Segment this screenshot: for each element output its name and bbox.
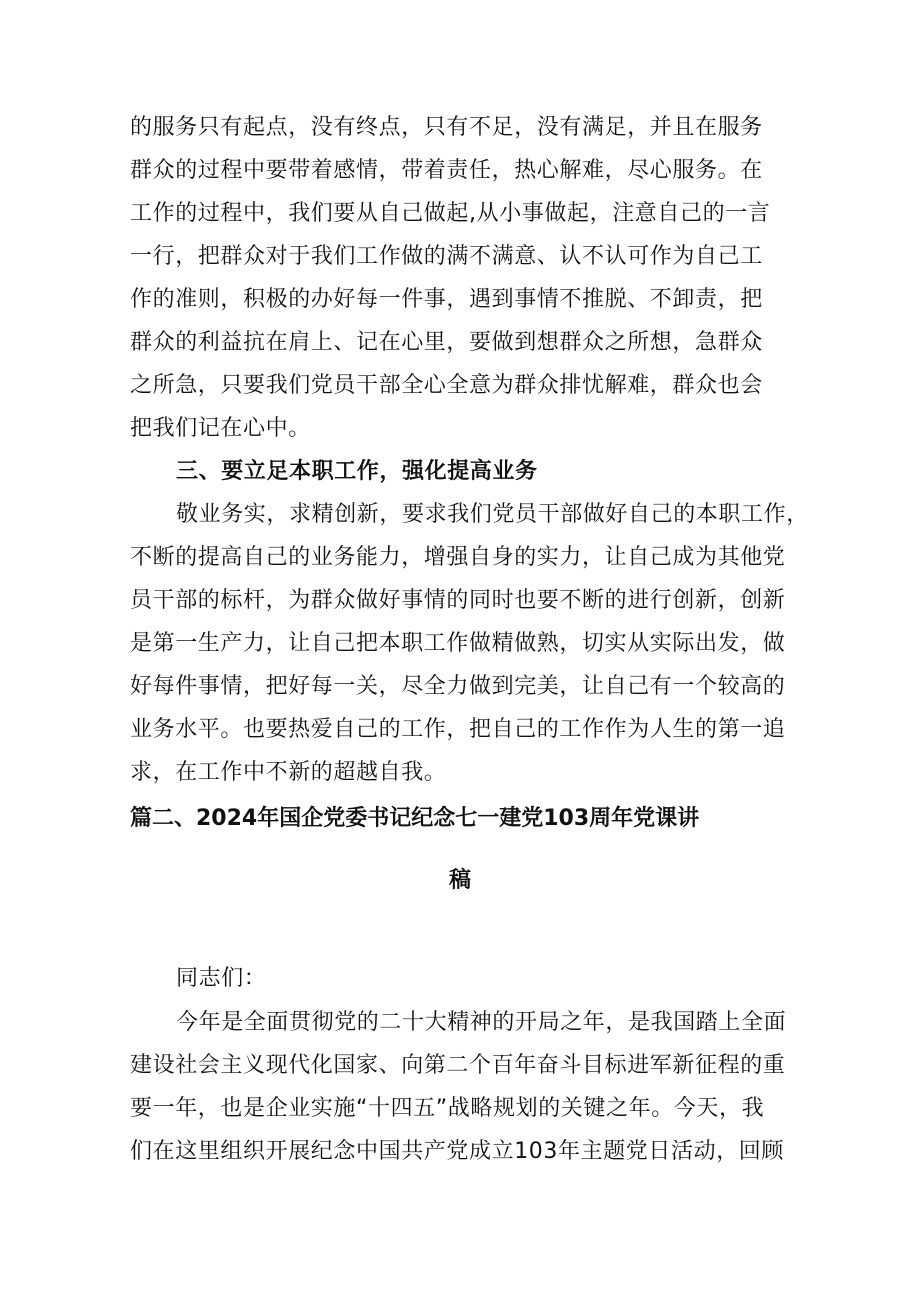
text-line: 群众的过程中要带着感情，带着责任，热心解难，尽心服务。在 [130, 158, 763, 183]
text-line: 是第一生产力，让自己把本职工作做精做熟，切实从实际出发，做 [130, 631, 786, 656]
document-title: 篇二、2024年国企党委书记纪念七一建党103周年党课讲 [130, 806, 700, 831]
text-line: 员干部的标杆，为群众做好事情的同时也要不断的进行创新，创新 [130, 588, 786, 613]
text-line: 之所急，只要我们党员干部全心全意为群众排忧解难，群众也会 [130, 373, 763, 398]
text-line: 求，在工作中不新的超越自我。 [130, 760, 447, 785]
text-line: 不断的提高自己的业务能力，增强自身的实力，让自己成为其他党 [130, 545, 786, 570]
text-line: 工作的过程中，我们要从自己做起,从小事做起，注意自己的一言 [130, 201, 771, 226]
text-line: 建设社会主义现代化国家、向第二个百年奋斗目标进军新征程的重 [130, 1053, 786, 1078]
document-title-continuation: 稿 [448, 868, 471, 893]
text-line: 们在这里组织开展纪念中国共产党成立103年主题党日活动，回顾 [130, 1139, 784, 1164]
text-line: 把我们记在心中。 [130, 416, 311, 441]
text-line: 业务水平。也要热爱自己的工作，把自己的工作作为人生的第一追 [130, 717, 786, 742]
section-heading: 三、要立足本职工作，强化提高业务 [176, 459, 538, 484]
text-line: 作的准则，积极的办好每一件事，遇到事情不推脱、不卸责，把 [130, 287, 763, 312]
text-line: 敬业务实，求精创新，要求我们党员干部做好自己的本职工作， [176, 502, 809, 527]
text-line: 群众的利益抗在肩上、记在心里，要做到想群众之所想，急群众 [130, 330, 763, 355]
text-line: 要一年，也是企业实施“十四五”战略规划的关键之年。今天，我 [130, 1096, 765, 1121]
salutation: 同志们： [176, 966, 267, 991]
text-line: 今年是全面贯彻党的二十大精神的开局之年，是我国踏上全面 [176, 1010, 787, 1035]
text-line: 的服务只有起点，没有终点，只有不足，没有满足，并且在服务 [130, 115, 763, 140]
text-line: 一行，把群众对于我们工作做的满不满意、认不认可作为自己工 [130, 244, 763, 269]
text-line: 好每件事情，把好每一关，尽全力做到完美，让自己有一个较高的 [130, 674, 786, 699]
